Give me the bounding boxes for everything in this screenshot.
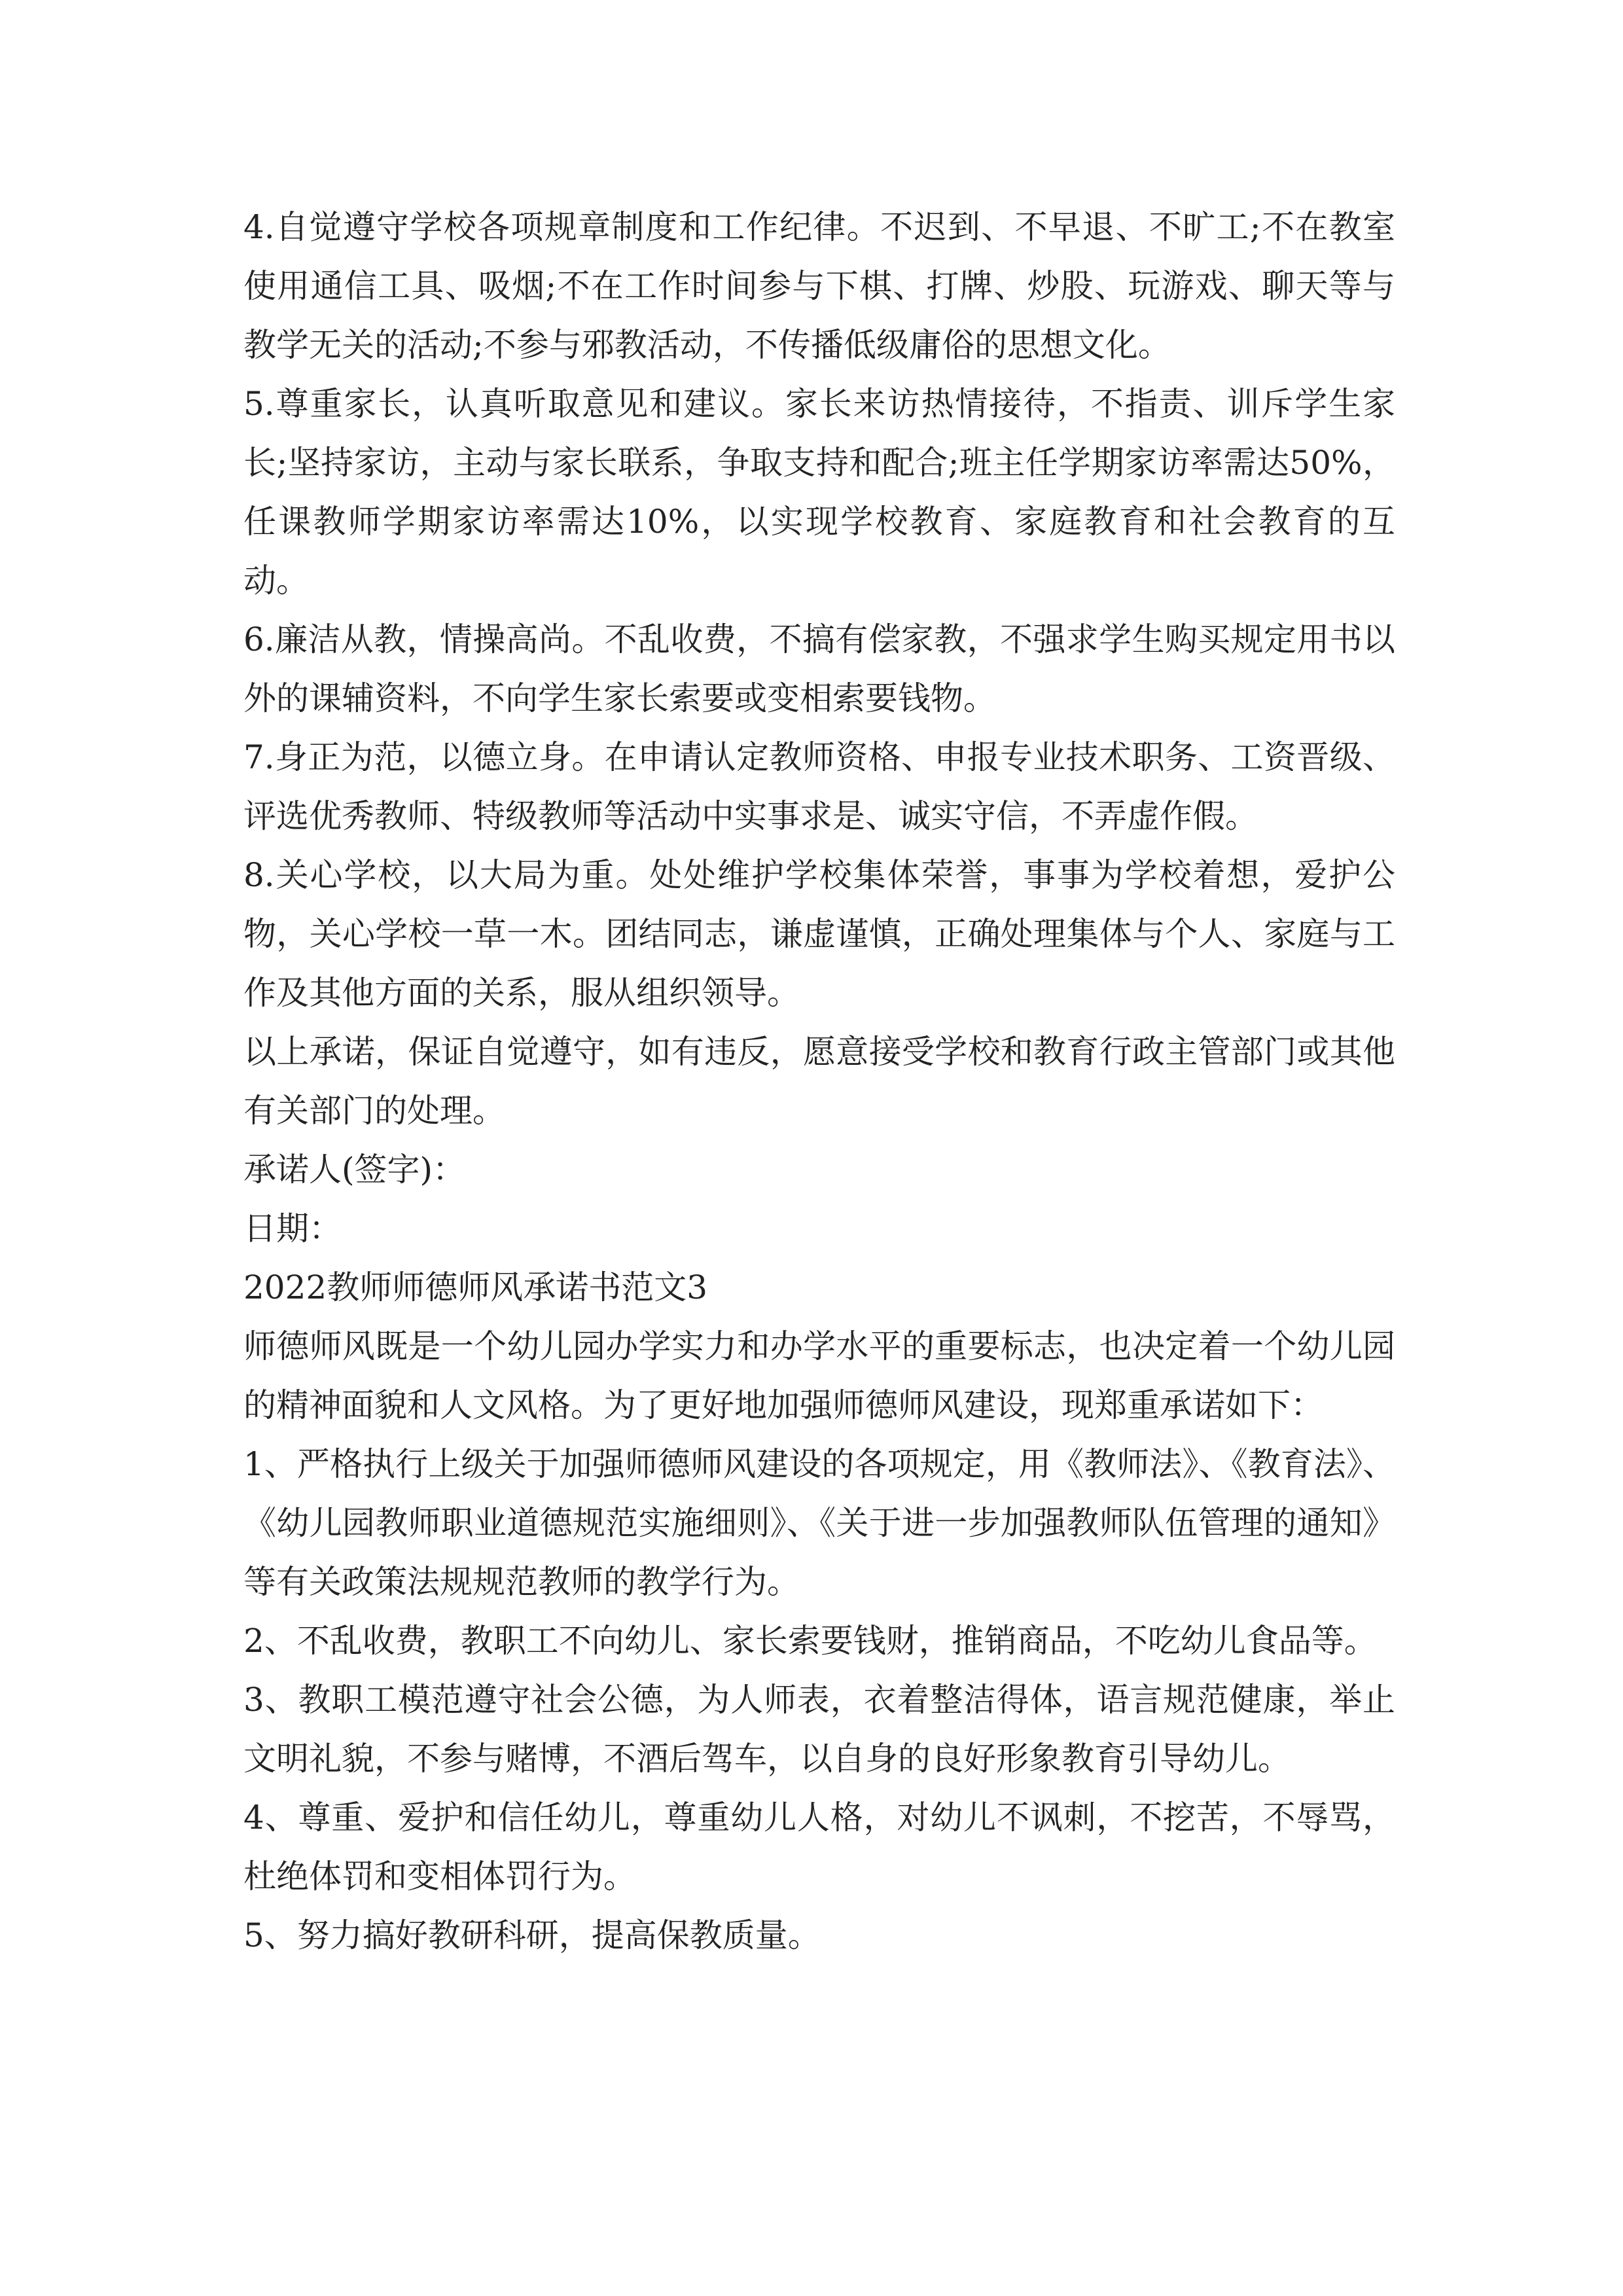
intro-paragraph: 师德师风既是一个幼儿园办学实力和办学水平的重要标志，也决定着一个幼儿园的精神面貌和人文风格。为了更好地加强师德师风建设，现郑重承诺如下： bbox=[243, 1327, 1395, 1424]
pledge-item-1: 1、严格执行上级关于加强师德师风建设的各项规定，用《教师法》、《教育法》、《幼儿园教师职业道德规范实施细则》、《关于进一步加强教师队伍管理的通知》等有关政策法规规范教师的教学行为。 bbox=[243, 1445, 1395, 1601]
pledge-item-5: 5、努力搞好教研科研，提高保教质量。 bbox=[243, 1916, 821, 1954]
pledge-item-2: 2、不乱收费，教职工不向幼儿、家长索要钱财，推销商品，不吃幼儿食品等。 bbox=[243, 1622, 1377, 1660]
paragraph-item-4: 4.自觉遵守学校各项规章制度和工作纪律。不迟到、不早退、不旷工;不在教室使用通信工具、吸烟;不在工作时间参与下棋、打牌、炒股、玩游戏、聊天等与教学无关的活动;不参与邪教活动，不传播低级庸俗的思想文化。 bbox=[243, 208, 1395, 364]
pledge-item-3: 3、教职工模范遵守社会公德，为人师表，衣着整洁得体，语言规范健康，举止文明礼貌，不参与赌博，不酒后驾车，以自身的良好形象教育引导幼儿。 bbox=[243, 1681, 1395, 1778]
closing-statement: 以上承诺，保证自觉遵守，如有违反，愿意接受学校和教育行政主管部门或其他有关部门的处理。 bbox=[243, 1033, 1395, 1130]
paragraph-item-5: 5.尊重家长，认真听取意见和建议。家长来访热情接待，不指责、训斥学生家长;坚持家访，主动与家长联系，争取支持和配合;班主任学期家访率需达50%，任课教师学期家访率需达10%，以实现学校教育、家庭教育和社会教育的互动。 bbox=[243, 385, 1395, 600]
paragraph-item-6: 6.廉洁从教，情操高尚。不乱收费，不搞有偿家教，不强求学生购买规定用书以外的课辅资料，不向学生家长索要或变相索要钱物。 bbox=[243, 620, 1395, 717]
date-line: 日期： bbox=[243, 1210, 342, 1247]
pledge-item-4: 4、尊重、爱护和信任幼儿，尊重幼儿人格，对幼儿不讽刺，不挖苦，不辱骂，杜绝体罚和变相体罚行为。 bbox=[243, 1799, 1395, 1895]
section-title: 2022教师师德师风承诺书范文3 bbox=[243, 1268, 708, 1306]
signature-line: 承诺人(签字)： bbox=[243, 1151, 466, 1189]
paragraph-item-7: 7.身正为范，以德立身。在申请认定教师资格、申报专业技术职务、工资晋级、评选优秀教师、特级教师等活动中实事求是、诚实守信，不弄虚作假。 bbox=[243, 738, 1395, 835]
paragraph-item-8: 8.关心学校，以大局为重。处处维护学校集体荣誉，事事为学校着想，爱护公物，关心学校一草一木。团结同志，谦虚谨慎，正确处理集体与个人、家庭与工作及其他方面的关系，服从组织领导。 bbox=[243, 856, 1395, 1012]
document-body bbox=[243, 198, 1395, 1965]
